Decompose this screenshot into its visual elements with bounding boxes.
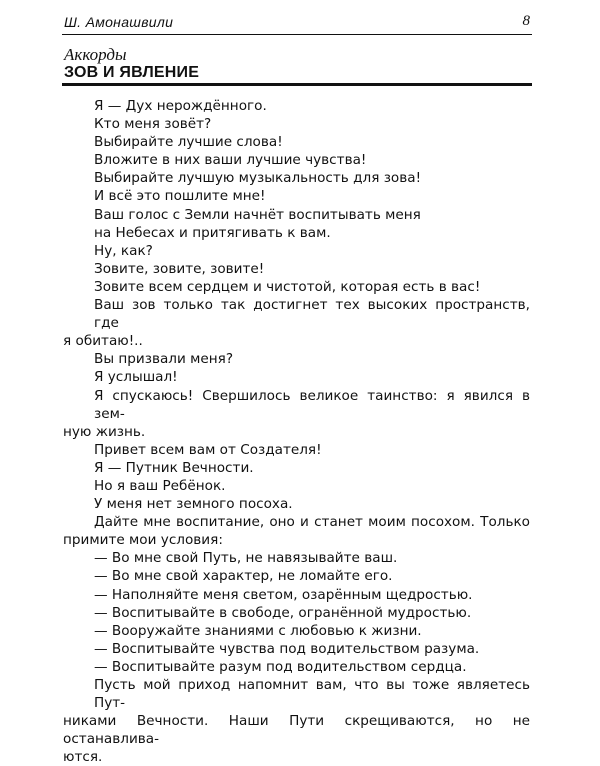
text-line: — Вооружайте знаниями с любовью к жизни. xyxy=(94,622,422,639)
text-line: — Во мне свой Путь, не навязывайте ваш. xyxy=(94,550,398,567)
text-line: на Небесах и притягивать к вам. xyxy=(94,224,331,241)
running-header xyxy=(62,12,532,35)
page-number: 8 xyxy=(522,13,530,29)
poem-body xyxy=(63,97,530,766)
text-line: Ваш зов только так достигнет тех высоких пространств, где xyxy=(94,297,530,332)
title-divider xyxy=(62,83,532,86)
text-line: Выбирайте лучшую музыкальность для зова! xyxy=(94,170,422,187)
text-line: Я — Дух нерождённого. xyxy=(94,98,267,114)
text-line: никами Вечности. Наши Пути скрещиваются, но не останавлива- xyxy=(63,713,530,748)
text-line: Выбирайте лучшие слова! xyxy=(94,134,283,151)
text-line: ются. xyxy=(63,749,103,766)
text-line: Зовите всем сердцем и чистотой, которая есть в вас! xyxy=(94,278,481,295)
text-line: Я — Путник Вечности. xyxy=(94,459,254,476)
text-line: — Воспитывайте чувства под водительством разума. xyxy=(94,640,480,657)
text-line: примите мои условия: xyxy=(63,532,223,549)
text-line: Кто меня зовёт? xyxy=(94,116,212,133)
text-line: ную жизнь. xyxy=(63,423,146,440)
text-line: Но я ваш Ребёнок. xyxy=(94,477,226,494)
text-line: Вы призвали меня? xyxy=(94,351,234,368)
text-line: я обитаю!.. xyxy=(63,333,143,350)
text-line: — Воспитывайте разум под водительством сердца. xyxy=(94,658,467,675)
text-line: Ну, как? xyxy=(94,242,153,259)
text-line: Вложите в них ваши лучшие чувства! xyxy=(94,152,367,169)
section-title: ЗОВ И ЯВЛЕНИЕ xyxy=(64,64,200,81)
text-line: Пусть мой приход напомнит вам, что вы тоже являетесь Пут- xyxy=(94,677,530,712)
text-line: Я услышал! xyxy=(94,369,178,386)
text-line: Привет всем вам от Создателя! xyxy=(94,441,322,458)
text-line: — Наполняйте меня светом, озарённым щедростью. xyxy=(94,586,473,603)
text-line: Ваш голос с Земли начнёт воспитывать меня xyxy=(94,206,421,223)
text-line: — Во мне свой характер, не ломайте его. xyxy=(94,568,393,585)
text-line: И всё это пошлите мне! xyxy=(94,188,266,205)
section-label: Аккорды xyxy=(64,45,127,64)
text-line: Зовите, зовите, зовите! xyxy=(94,260,265,277)
author-name: Ш. Амонашвили xyxy=(64,14,174,30)
text-line: — Воспитывайте в свободе, огранённой мудростью. xyxy=(94,604,472,621)
text-line: Дайте мне воспитание, оно и станет моим посохом. Только xyxy=(94,514,530,531)
text-line: Я спускаюсь! Свершилось великое таинство: я явился в зем- xyxy=(94,387,530,422)
text-line: У меня нет земного посоха. xyxy=(94,496,293,513)
